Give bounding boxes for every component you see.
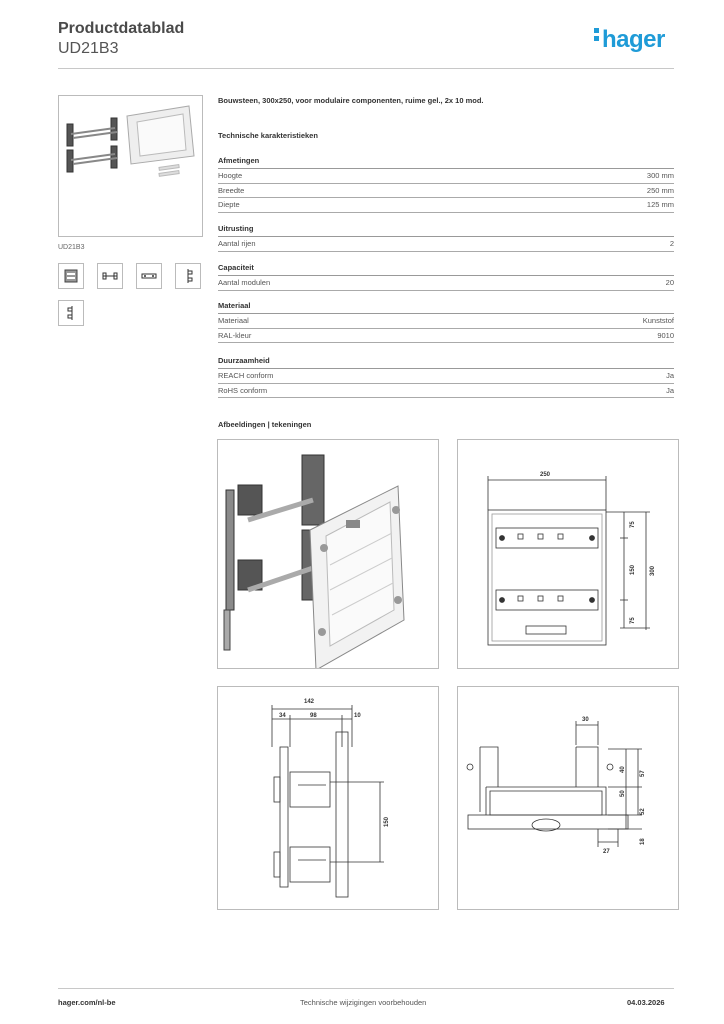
spec-value: 250 mm bbox=[646, 185, 674, 195]
side-dimension-labels bbox=[218, 687, 438, 909]
dim-top: 75 bbox=[630, 521, 636, 528]
spec-label: Aantal modulen bbox=[218, 278, 271, 287]
spec-section-dimensions bbox=[218, 156, 674, 213]
spec-label: RoHS conform bbox=[218, 385, 268, 395]
thumb-view-5[interactable] bbox=[58, 300, 84, 326]
dim-d2: 57 bbox=[640, 770, 646, 777]
logo-text: hager bbox=[602, 26, 665, 53]
spec-label: REACH conform bbox=[218, 371, 274, 380]
product-thumbnail[interactable] bbox=[58, 95, 203, 237]
product-description: Bouwsteen, 300x250, voor modulaire componenten, ruime gel., 2x 10 mod. bbox=[218, 96, 484, 105]
dim-c: 10 bbox=[354, 713, 361, 719]
page-title: Productdatablad bbox=[58, 20, 185, 37]
footer-disclaimer: Technische wijzigingen voorbehouden bbox=[300, 998, 427, 1007]
product-photo-icon bbox=[59, 96, 202, 236]
spec-value: Ja bbox=[666, 385, 674, 395]
section-title: Materiaal bbox=[218, 301, 674, 314]
thumb-view-4[interactable] bbox=[175, 263, 201, 289]
spec-label: Breedte bbox=[218, 185, 245, 195]
spec-row bbox=[218, 169, 674, 184]
dim-w: 30 bbox=[582, 717, 589, 723]
rail-top-icon bbox=[101, 267, 119, 285]
rail-front-icon bbox=[140, 267, 158, 285]
dim-bottom: 75 bbox=[630, 617, 636, 624]
spec-section-equipment bbox=[218, 224, 674, 252]
section-title: Afmetingen bbox=[218, 156, 674, 169]
spec-label: Materiaal bbox=[218, 316, 249, 325]
spec-row bbox=[218, 237, 674, 252]
section-title: Capaciteit bbox=[218, 263, 674, 276]
spec-row bbox=[218, 369, 674, 384]
product-code: UD21B3 bbox=[58, 40, 119, 57]
thumbnail-label: UD21B3 bbox=[58, 244, 85, 251]
spec-section-material bbox=[218, 301, 674, 343]
header-divider bbox=[58, 68, 674, 69]
tech-heading: Technische karakteristieken bbox=[218, 131, 318, 140]
dim-height: 300 bbox=[650, 565, 656, 576]
spec-label: RAL-kleur bbox=[218, 330, 252, 340]
spec-value: 125 mm bbox=[646, 200, 674, 209]
dim-b: 98 bbox=[310, 713, 317, 719]
spec-value: Ja bbox=[666, 371, 674, 380]
spec-value: 9010 bbox=[657, 330, 674, 340]
dim-d4: 52 bbox=[640, 808, 646, 815]
spec-value: 20 bbox=[665, 278, 674, 287]
dim-total: 142 bbox=[304, 699, 315, 705]
figure-front-drawing[interactable] bbox=[457, 439, 679, 669]
front-dimension-labels bbox=[458, 440, 678, 668]
dim-a: 34 bbox=[279, 713, 286, 719]
spec-value: 300 mm bbox=[646, 171, 674, 180]
spec-section-capacity bbox=[218, 263, 674, 291]
spec-row bbox=[218, 329, 674, 344]
thumb-view-2[interactable] bbox=[97, 263, 123, 289]
dim-w2: 27 bbox=[603, 849, 610, 855]
spec-row bbox=[218, 314, 674, 329]
logo-dots-icon bbox=[594, 28, 600, 44]
spec-section-sustainability bbox=[218, 356, 674, 398]
dim-width: 250 bbox=[540, 472, 551, 478]
spec-row bbox=[218, 184, 674, 199]
spec-label: Diepte bbox=[218, 200, 240, 209]
product-render-icon bbox=[218, 440, 438, 668]
footer-divider bbox=[58, 988, 674, 989]
dim-d3: 50 bbox=[620, 790, 626, 797]
figure-product-photo[interactable] bbox=[217, 439, 439, 669]
footer-date: 04.03.2026 bbox=[627, 998, 665, 1007]
spec-row bbox=[218, 198, 674, 213]
thumb-view-3[interactable] bbox=[136, 263, 162, 289]
spec-value: Kunststof bbox=[642, 316, 674, 325]
spec-value: 2 bbox=[669, 239, 674, 248]
spec-label: Hoogte bbox=[218, 171, 243, 180]
section-title: Duurzaamheid bbox=[218, 356, 674, 369]
hager-logo bbox=[594, 26, 665, 54]
rail-detail-icon bbox=[62, 304, 80, 322]
section-title: Uitrusting bbox=[218, 224, 674, 237]
detail-dimension-labels bbox=[458, 687, 678, 909]
spec-row bbox=[218, 276, 674, 291]
figure-side-drawing[interactable] bbox=[217, 686, 439, 910]
dim-d1: 40 bbox=[620, 766, 626, 773]
dim-d5: 18 bbox=[640, 838, 646, 845]
thumb-view-1[interactable] bbox=[58, 263, 84, 289]
spec-row bbox=[218, 384, 674, 399]
dim-mid: 150 bbox=[630, 564, 636, 575]
rail-side-icon bbox=[179, 267, 197, 285]
spec-label: Aantal rijen bbox=[218, 239, 256, 248]
frame-icon bbox=[62, 267, 80, 285]
dim-h: 150 bbox=[384, 816, 390, 827]
figure-detail-drawing[interactable] bbox=[457, 686, 679, 910]
images-heading: Afbeeldingen | tekeningen bbox=[218, 420, 312, 429]
footer-website-link[interactable]: hager.com/nl-be bbox=[58, 998, 116, 1007]
